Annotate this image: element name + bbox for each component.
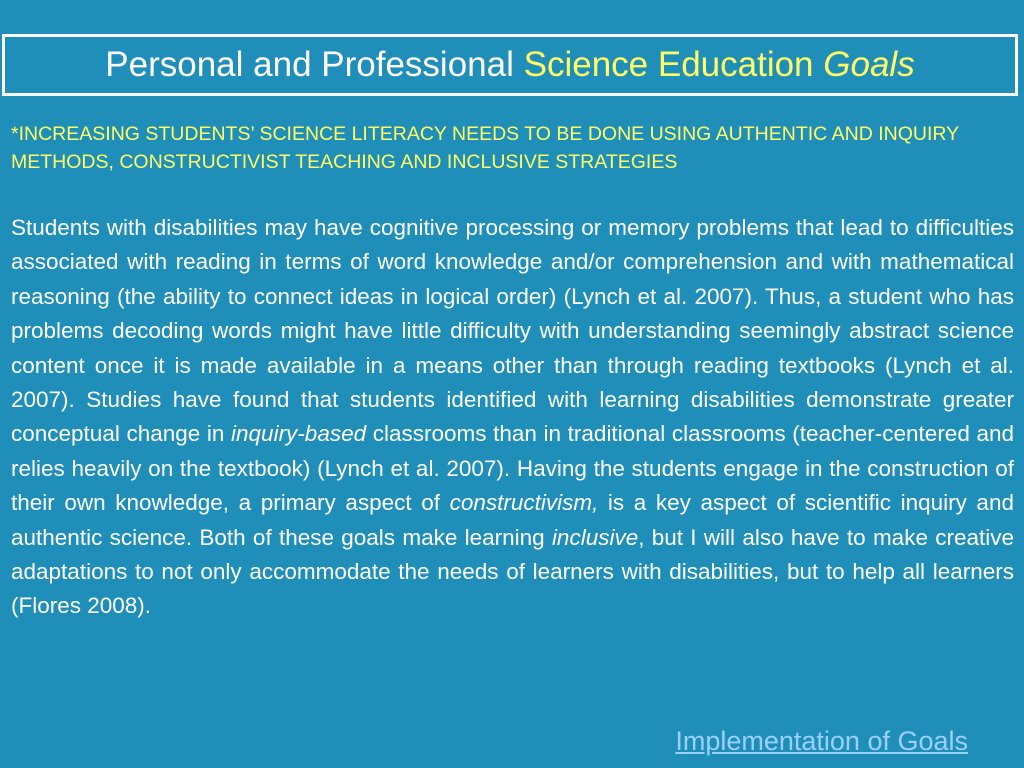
body-segment-3: is a key aspect of scientific inquiry and authentic science. Both of these goals make learning — [11, 490, 1014, 550]
slide-title — [2, 34, 1018, 96]
implementation-of-goals-link[interactable]: Implementation of Goals — [675, 726, 968, 756]
body-emphasis-inclusive: inclusive — [551, 524, 639, 550]
body-emphasis-inquiry: inquiry-based — [231, 421, 367, 447]
title-part-goals: Goals — [823, 45, 915, 84]
title-part-plain: Personal and Professional — [105, 45, 514, 84]
title-part-highlight: Science Education — [523, 45, 814, 84]
subheading: *INCREASING STUDENTS’ SCIENCE LITERACY NEEDS TO BE DONE USING AUTHENTIC AND INQUIRY METHODS, CONSTRUCTIVIST TEACHING AND INCLUSIVE STRATEGIES — [11, 123, 959, 173]
body-segment-2: classrooms than in traditional classrooms (teacher-centered and relies heavily on the textbook) (Lynch et al. 2007). Having the students engage in the construction of their own knowledge, a primary aspect of — [11, 421, 1014, 516]
body-segment-1: Students with disabilities may have cognitive processing or memory problems that lead to difficulties associated with reading in terms of word knowledge and/or comprehension and with mathematical reasoning (the ability to connect ideas in logical order) (Lynch et al. 2007). Thus, a student who has problems decoding words might have little difficulty with understanding seemingly abstract science content once it is made available in a means other than through reading textbooks (Lynch et al. 2007). Studies have found that students identified with learning disabilities demonstrate greater conceptual change in — [11, 215, 1014, 447]
body-paragraph — [11, 211, 1014, 624]
body-emphasis-constructivism: constructivism, — [449, 490, 599, 516]
body-segment-4: , but I will also have to make creative adaptations to not only accommodate the needs of learners with disabilities, but to help all learners (Flores 2008). — [11, 524, 1015, 619]
